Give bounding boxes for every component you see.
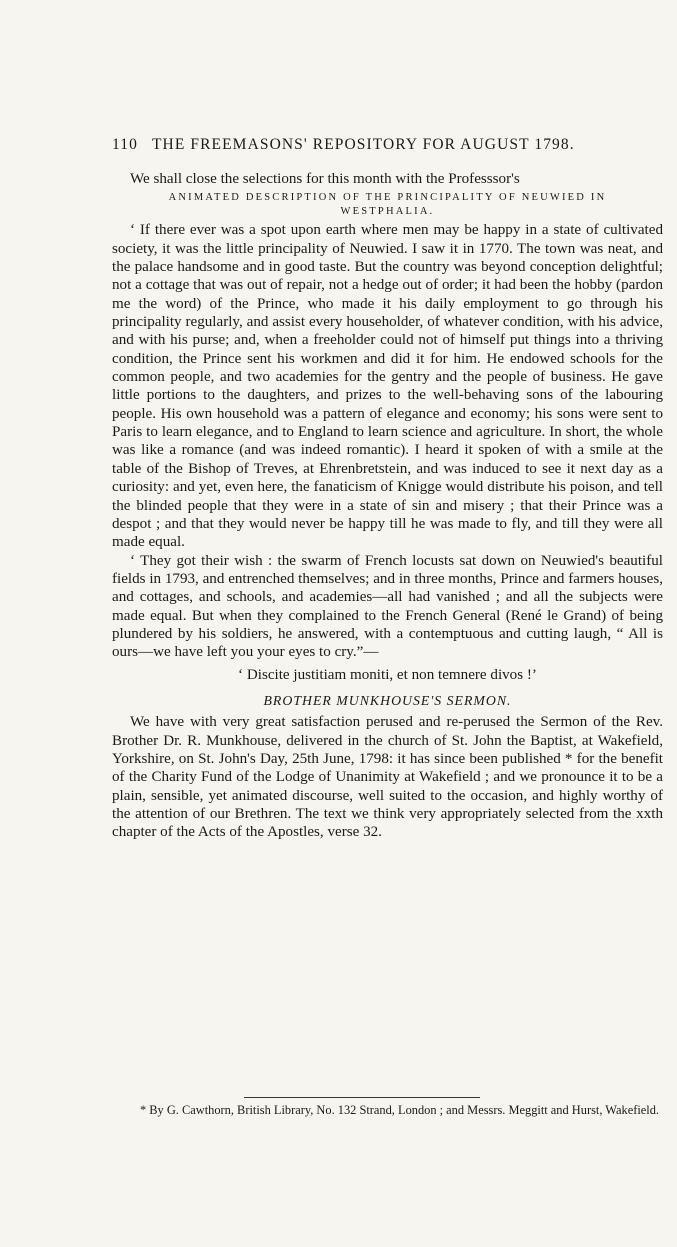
running-title: THE FREEMASONS' REPOSITORY FOR AUGUST 1798. [151,136,575,153]
section-subheading: BROTHER MUNKHOUSE'S SERMON. [263,692,512,708]
paragraph-sermon-review: We have with very great satisfaction perused and re-perused the Sermon of the Rev. Brother Dr. R. Munkhouse, delivered in the church of St. John the Baptist, at Wakefield, Yorkshire, on St. John's Day, 25th June, 1798: it has since been published * for the benefit of the Charity Fund of the Lodge of Unanimity at Wakefield ; and we pronounce it to be a plain, sensible, yet animated discourse, well suited to the occasion, and highly worthy of the attention of our Brethren. The text we think very appropriately selected from the xxth chapter of the Acts of the Apostles, verse 32. [112,714,663,841]
section-heading-line-2: WESTPHALIA. [340,206,435,218]
paragraph-neuwied-description: ‘ If there ever was a spot upon earth where men may be happy in a state of cultivated society, it was the little principality of Neuwied. I saw it in 1770. The town was neat, and the palace handsome and in good taste. But the country was beyond conception delightful; not a cottage that was out of repair, not a hedge out of order; it had been the hobby (pardon me the word) of the Prince, who made it his daily employment to go through his principality regularly, and assist every householder, of whatever condition, with his advice, and with his purse; and, when a freeholder could not of himself put things into a thriving condition, the Prince sent his workmen and did it for him. He endowed schools for the common people, and two academies for the gentry and the people of business. He gave little portions to the daughters, and prizes to the well-behaving sons of the labouring people. His own household was a pattern of elegance and economy; his sons were sent to Paris to learn elegance, and to England to learn science and agriculture. In short, the whole was like a romance (and was indeed romantic). I heard it spoken of with a smile at the table of the Bishop of Treves, at Ehrenbretstein, and was induced to see it next day as a curiosity: and yet, even here, the fanaticism of Knigge would distribute his poison, and tell the blinded people that they were in a state of sin and misery ; that their Prince was a despot ; and that they would never be happy till he was made to fly, and till they were all made equal. [112,222,663,551]
footnote-text: * By G. Cawthorn, British Library, No. 132 Strand, London ; and Messrs. Meggitt and Hurst, Wakefield. [140,1103,660,1117]
intro-line: We shall close the selections for this month with the Professsor's [130,171,520,187]
article-body [112,170,663,842]
running-header [112,136,642,154]
page-number: 110 [112,136,138,153]
section-heading-line-1: ANIMATED DESCRIPTION OF THE PRINCIPALITY OF NEUWIED IN [168,192,607,204]
footnote [112,1102,663,1119]
footnote-divider [244,1097,480,1098]
paragraph-french-invasion: ‘ They got their wish : the swarm of French locusts sat down on Neuwied's beautiful fields in 1793, and entrenched themselves; and in three months, Prince and farmers houses, and cottages, and schools, and academies—all had vanished ; and all the subjects were made equal. But when they complained to the French General (René le Grand) of being plundered by his soldiers, he answered, with a contemptuous and cutting laugh, “ All is ours—we have left you your eyes to cry.”— [112,552,663,661]
latin-quotation: ‘ Discite justitiam moniti, et non temnere divos !’ [238,666,537,683]
